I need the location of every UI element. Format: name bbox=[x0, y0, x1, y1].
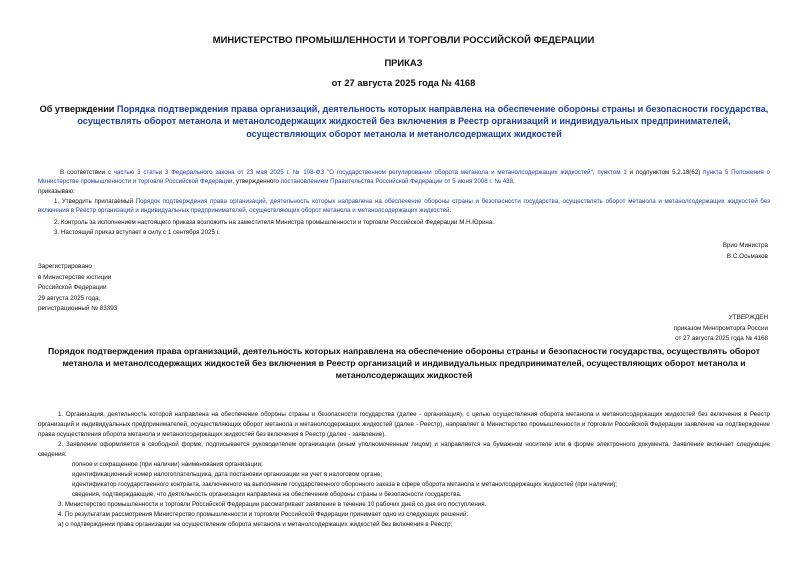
registration-line-1: Зарегистрировано bbox=[38, 263, 92, 270]
signature-position: Врио Министра bbox=[722, 242, 768, 249]
preamble-text-4: , утвержденного bbox=[232, 178, 281, 186]
procedure-subitem-1: полное и сокращенное (при наличии) наименования организации; bbox=[72, 461, 263, 468]
procedure-item-3: 3. Министерство промышленности и торговли Российской Федерации рассматривает заявление в течение 10 рабочих дней со дня его поступления. bbox=[58, 501, 487, 508]
preamble-text-5: , bbox=[513, 178, 515, 186]
procedure-subitem-3: идентификатор государственного контракта, заключенного на выполнение государственного оборонного заказа в сфере оборота метанола и метанолсодержащих жидкостей (при наличии); bbox=[72, 481, 618, 488]
title-prefix: Об утверждении bbox=[39, 104, 117, 114]
order-date-number: от 27 августа 2025 года № 4168 bbox=[331, 77, 476, 88]
registration-block bbox=[38, 262, 238, 315]
registration-line-5: регистрационный № 83393 bbox=[38, 305, 118, 312]
order-point-1 bbox=[38, 197, 770, 216]
order-point-3: 3. Настоящий приказ вступает в силу с 1 сентября 2025 г. bbox=[54, 229, 220, 236]
registration-line-2: в Министерстве юстиции bbox=[38, 273, 112, 281]
approval-stamp bbox=[548, 313, 768, 345]
order-title bbox=[38, 103, 770, 140]
order-point-2: 2. Контроль за исполнением настоящего приказа возложить на заместителя Министра промышленности и торговли Российской Федерации М.Н.Юрина. bbox=[54, 219, 494, 226]
registration-line-4: 29 августа 2025 года, bbox=[38, 294, 101, 302]
point-1-suffix: . bbox=[449, 207, 452, 215]
point-1-link[interactable]: пунктом 1 bbox=[597, 169, 627, 176]
signature-name: В.С.Осьмаков bbox=[726, 252, 768, 260]
preamble bbox=[38, 168, 770, 196]
procedure-subitem-4: сведения, подтверждающие, что деятельность организации направлена на обеспечение обороны страны и безопасности государства. bbox=[72, 491, 462, 498]
signature-block bbox=[568, 241, 768, 262]
ministry-name: МИНИСТЕРСТВО ПРОМЫШЛЕННОСТИ И ТОРГОВЛИ РОССИЙСКОЙ ФЕДЕРАЦИИ bbox=[212, 34, 595, 45]
procedure-subitem-2: идентификационный номер налогоплательщика, дата постановки организации на учет в налоговом органе; bbox=[72, 471, 383, 478]
approved-date: от 27 августа 2025 года № 4168 bbox=[675, 335, 768, 343]
approved-word: УТВЕРЖДЕН bbox=[728, 314, 768, 321]
procedure-title: Порядок подтверждения права организаций, деятельность которых направлена на обеспечение обороны страны и безопасности государства, осуществлять оборот метанола и метанолсодержащих жидкостей без включения в Реестр организаций и индивидуальных предпринимателей, осуществляющих оборот метанола и метанолсодержащих жидкостей bbox=[48, 346, 760, 380]
preamble-text-1: В соответствии с bbox=[60, 169, 114, 176]
procedure-item-2: 2. Заявление оформляется в свободной форме, подписывается руководителем организации (иным уполномоченным лицом) и направляется на бумажном носителе или в форме электронного документа. Заявление включает следующие сведения: bbox=[38, 441, 770, 458]
title-procedure-link[interactable]: Порядка подтверждения права организаций, деятельность которых направлена на обеспечение обороны страны и безопасности государства, осуществлять оборот метанола и метанолсодержащих жидкостей без включения в Реестр организаций и индивидуальных предпринимателей, осуществляющих оборот метанола и метанолсодержащих жидкостей bbox=[77, 104, 769, 139]
orders-word: приказываю: bbox=[38, 187, 75, 195]
regulation-link[interactable]: пункта 5 Положения о Министерстве промышленности и торговли Российской Федерации bbox=[38, 169, 770, 186]
procedure-item-1: 1. Организация, деятельность которой направлена на обеспечение обороны страны и безопасности государства (далее - организация), с целью осуществления оборота метанола и метанолсодержащих жидкостей без включения в Реестр организаций и индивидуальных предпринимателей, осуществляющих оборот метанола и метанолсодержащих жидкостей (далее - Реестр), направляет в Министерство промышленности и торговли Российской Федерации заявление на подтверждение права осуществления оборота метанола и метанолсодержащих жидкостей без включения в Реестр (далее - заявление). bbox=[38, 411, 770, 438]
procedure-items bbox=[38, 410, 770, 530]
document-type: ПРИКАЗ bbox=[384, 57, 423, 68]
government-decree-link[interactable]: постановлением Правительства Российской Федерации от 5 июня 2008 г. № 438 bbox=[280, 178, 514, 186]
preamble-text-2: , bbox=[592, 169, 598, 176]
point-1-procedure-link[interactable]: Порядок подтверждения права организаций, деятельность которых направлена на обеспечение обороны страны и безопасности государства, осуществлять оборот метанола и метанолсодержащих жидкостей без включения в Реестр организаций и индивидуальных предпринимателей, осуществляющих оборот метанола и метанолсодержащих жидкостей bbox=[38, 198, 770, 215]
approved-by-order: приказом Минпромторга России bbox=[673, 324, 768, 332]
procedure-item-4a: а) о подтверждении права организации на осуществление оборота метанола и метанолсодержащих жидкостей без включения в Реестр; bbox=[58, 521, 453, 528]
preamble-text-3: и подпунктом 5.2.18(62) bbox=[626, 169, 704, 176]
point-1-prefix: 1. Утвердить прилагаемый bbox=[54, 198, 136, 205]
law-link[interactable]: частью 3 статьи 3 Федерального закона от 23 мая 2025 г. № 108-ФЗ "О государственном регулировании оборота метанола и метанолсодержащих жидкостей" bbox=[113, 169, 593, 176]
procedure-item-4: 4. По результатам рассмотрения Министерство промышленности и торговли Российской Федерации принимает одно из следующих решений: bbox=[58, 511, 469, 518]
registration-line-3: Российской Федерации bbox=[38, 284, 107, 291]
